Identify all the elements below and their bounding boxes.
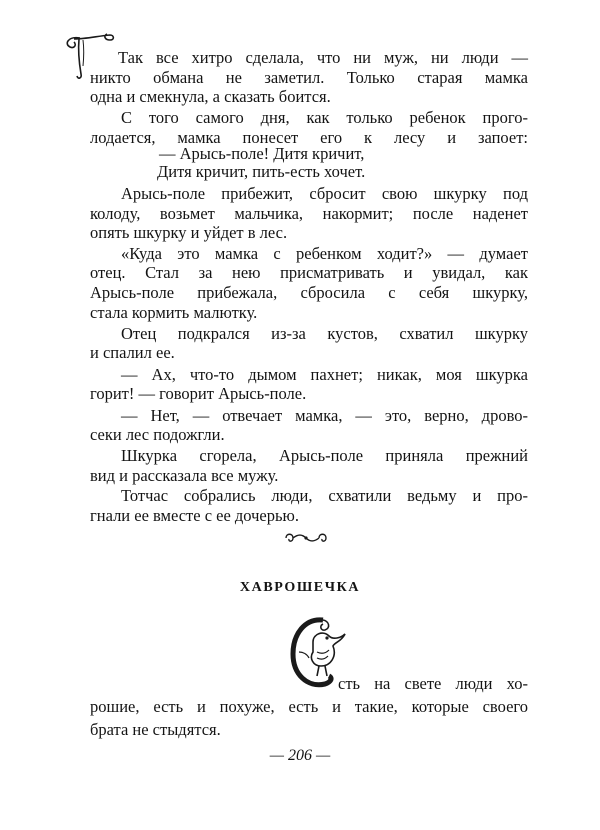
text-line: Так все хитро сделала, что ни муж, ни люди — [118, 48, 528, 67]
text-line: одна и смекнула, а сказать боится. [90, 87, 331, 107]
text-line: Шкурка сгорела, Арысь-поле приняла прежний [121, 446, 528, 466]
text-line: колоду, возьмет мальчика, накормит; после наденет [90, 203, 528, 223]
text-line: горит! — говорит Арысь-поле. [90, 384, 307, 404]
text-line: Арысь-поле прибежит, сбросит свою шкурку под [121, 184, 528, 204]
text-line: Арысь-поле прибежала, сбросила с себя шкурку, [90, 283, 528, 302]
text-line: брата не стыдятся. [90, 720, 221, 739]
text-line: «Куда это мамка с ребенком ходит?» — думает [121, 243, 528, 263]
text-line: сть на свете люди хо- [338, 674, 528, 693]
text-line: рошие, есть и похуже, есть и такие, которые своего [90, 697, 528, 716]
text-line: лодается, мамка понесет его к лесу и запоет: [90, 128, 528, 147]
text-line: — Ах, что-то дымом пахнет; никак, моя шкурка [121, 364, 528, 384]
text-line: опять шкурку и уйдет в лес. [90, 223, 288, 243]
story-title: ХАВРОШЕЧКА [239, 580, 361, 595]
text-line: гнали ее вместе с ее дочерью. [90, 506, 299, 525]
text-line: никто обмана не заметил. Только старая мамка [90, 67, 528, 87]
text-line: секи лес подожгли. [90, 425, 225, 445]
page-number: — 206 — [269, 747, 331, 764]
text-line: — Нет, — отвечает мамка, — это, верно, дрово- [121, 405, 528, 425]
verse-line: Дитя кричит, пить-есть хочет. [157, 162, 366, 182]
text-line: вид и рассказала все мужу. [90, 466, 279, 485]
verse-line: — Арысь-поле! Дитя кричит, [159, 144, 365, 164]
text-line: и спалил ее. [90, 343, 175, 363]
text-line: С того самого дня, как только ребенок прого- [121, 108, 528, 128]
section-divider-ornament-icon [282, 530, 330, 546]
text-line: отец. Стал за нею присматривать и увидал, как [90, 263, 528, 283]
text-line: Тотчас собрались люди, схватили ведьму и про- [121, 486, 528, 506]
text-line: стала кормить малютку. [90, 302, 258, 322]
text-line: Отец подкрался из-за кустов, схватил шкурку [121, 323, 528, 343]
